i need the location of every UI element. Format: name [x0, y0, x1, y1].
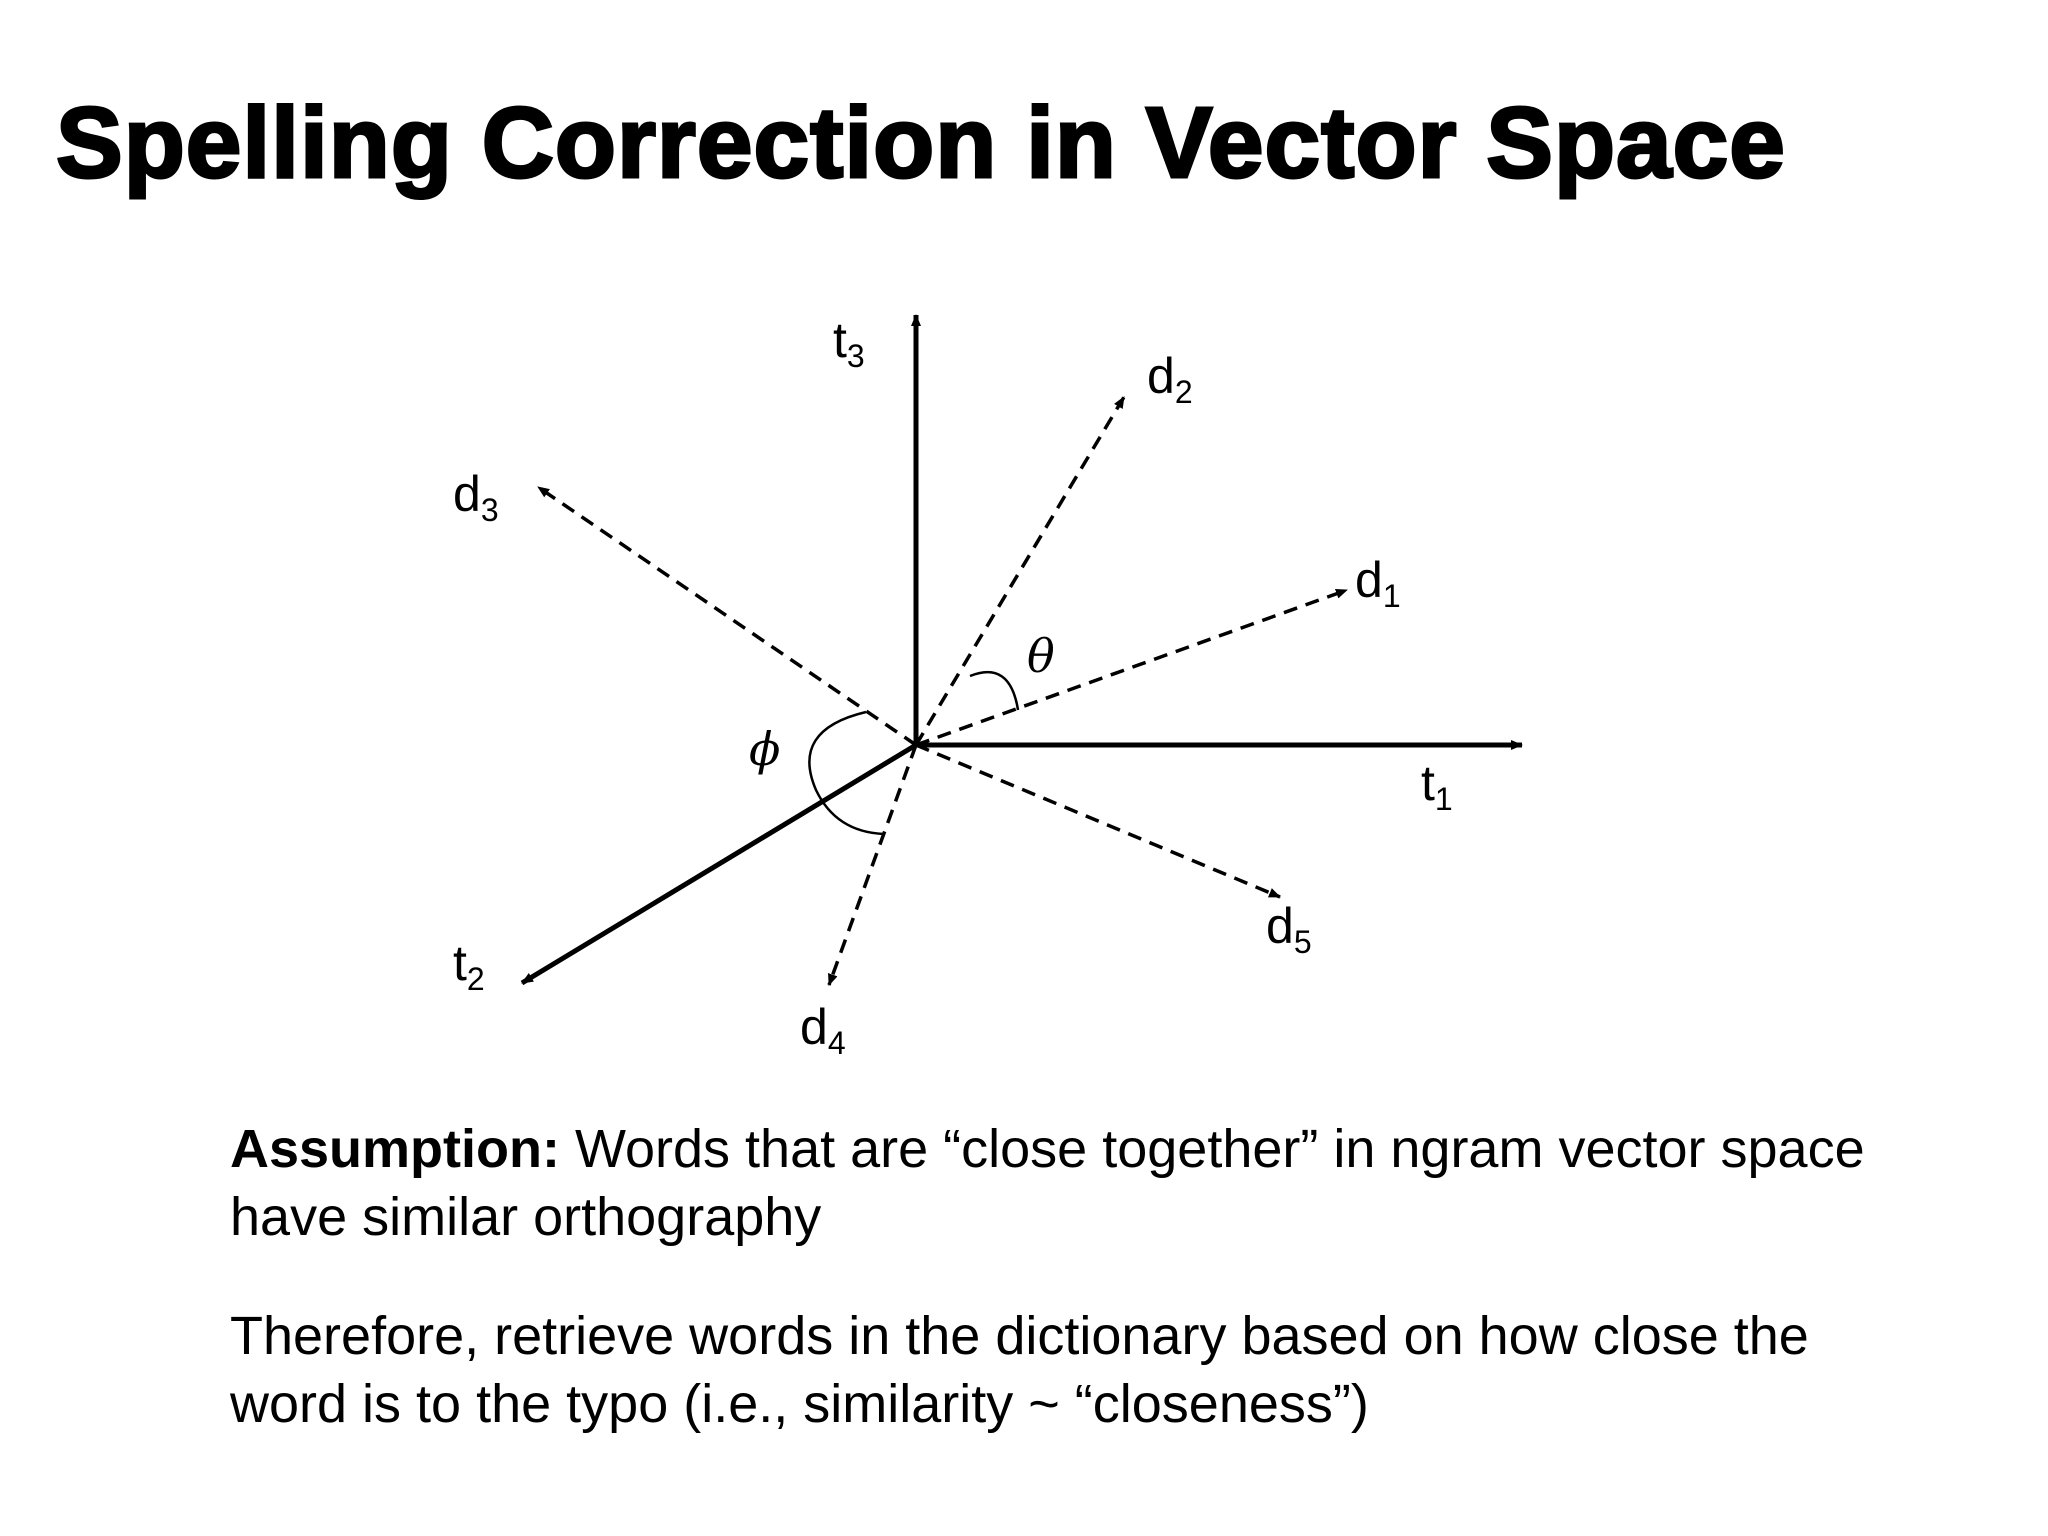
- d3-vector: [538, 487, 916, 745]
- phi-symbol: ϕ: [749, 722, 781, 776]
- t3-label: $t_3$: [833, 312, 865, 374]
- t2-label: $t_2$: [453, 935, 485, 997]
- assumption-body: Words that are “close together” in ngram vector space have similar orthography: [230, 1119, 1865, 1247]
- slide-title: Spelling Correction in Vector Space: [56, 87, 1786, 199]
- d4-vector: [829, 745, 916, 985]
- theta-arc: [970, 672, 1018, 710]
- assumption-paragraph: [230, 1115, 1930, 1251]
- d1-vector: [916, 590, 1347, 745]
- t2-axis: [522, 745, 916, 983]
- theta-symbol: θ: [1027, 629, 1055, 683]
- t1-label: $t_1$: [1421, 755, 1453, 817]
- d4-label: $d_4$: [800, 999, 846, 1061]
- therefore-paragraph: Therefore, retrieve words in the dictionary based on how close the word is to the typo (i.e., similarity ~ “closeness”): [230, 1306, 1809, 1434]
- d5-vector: [916, 745, 1280, 897]
- assumption-label: Assumption:: [230, 1119, 560, 1179]
- d3-label: $d_3$: [453, 466, 499, 528]
- d2-label: $d_2$: [1147, 348, 1193, 410]
- d1-label: $d_1$: [1355, 552, 1401, 614]
- d5-label: $d_5$: [1266, 898, 1312, 960]
- d2-vector: [916, 397, 1124, 745]
